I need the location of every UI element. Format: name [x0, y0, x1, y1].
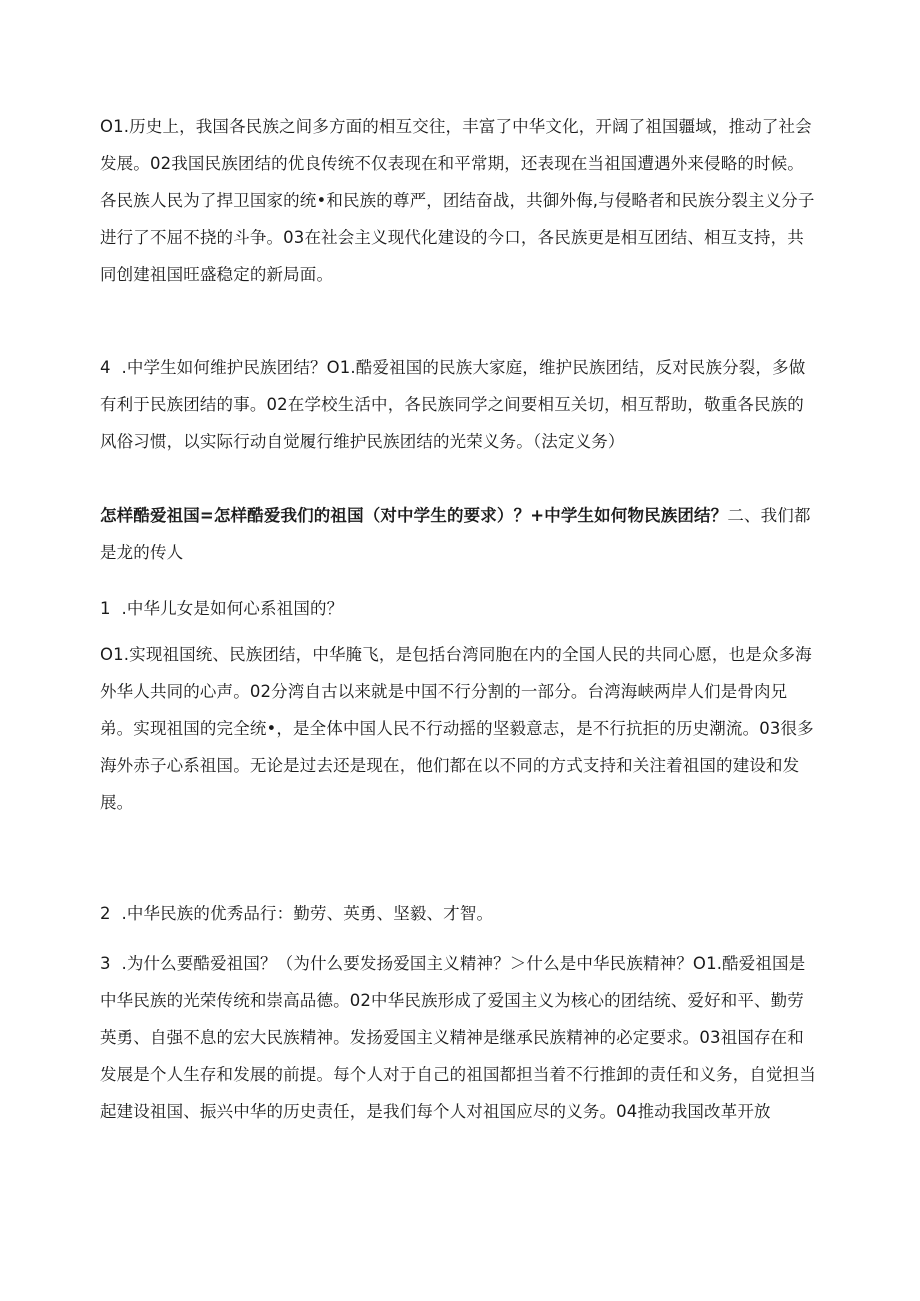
paragraph-history-unity	[100, 108, 820, 293]
paragraph-text: 2 .中华民族的优秀品行：勤劳、英勇、坚毅、才智。	[100, 904, 494, 923]
paragraph-text: 3 .为什么要酷爱祖国？（为什么要发扬爱国主义精神？＞什么是中华民族精神？O1.酷爱祖国是中华民族的光荣传统和崇高品德。02中华民族形成了爱国主义为核心的团结统、爱好和平、勤劳英勇、自强不息的宏大民族精神。发扬爱国主义精神是继承民族精神的必定要求。03祖国存在和发展是个人生存和发展的前提。每个人对于自己的祖国都担当着不行推卸的责任和义务，自觉担当起建设祖国、振兴中华的历史责任，是我们每个人对祖国应尽的义务。04推动我国改革开放	[100, 954, 816, 1121]
paragraph-why-love-motherland	[100, 945, 820, 1130]
paragraph-maintain-unity	[100, 349, 820, 460]
paragraph-text: 4 .中学生如何维护民族团结？O1.酷爱祖国的民族大家庭，维护民族团结，反对民族分裂，多做有利于民族团结的事。02在学校生活中，各民族同学之间要相互关切，相互帮助，敬重各民族的风俗习惯，以实际行动自觉履行维护民族团结的光荣义务。（法定义务）	[100, 358, 806, 451]
paragraph-text: O1.历史上，我国各民族之间多方面的相互交往，丰富了中华文化，开阔了祖国疆域，推动了社会发展。02我国民族团结的优良传统不仅表现在和平常期，还表现在当祖国遭遇外来侵略的时候。各民族人民为了捍卫国家的统•和民族的尊严，团结奋战，共御外侮,与侵略者和民族分裂主义分子进行了不屈不挠的斗争。03在社会主义现代化建设的今口，各民族更是相互团结、相互支持，共同创建祖国旺盛稳定的新局面。	[100, 117, 815, 284]
paragraph-text: O1.实现祖国统、民族团结，中华腌飞，是包括台湾同胞在内的全国人民的共同心愿，也是众多海外华人共同的心声。02分湾自古以来就是中国不行分割的一部分。台湾海峡两岸人们是骨肉兄弟。实现祖国的完全统•，是全体中国人民不行动摇的坚毅意志，是不行抗拒的历史潮流。03很多海外赤子心系祖国。无论是过去还是现在，他们都在以不同的方式支持和关注着祖国的建设和发展。	[100, 645, 814, 812]
paragraph-love-motherland-heading	[100, 497, 820, 571]
paragraph-text: 1 .中华儿女是如何心系祖国的？	[100, 599, 344, 618]
paragraph-virtues	[100, 895, 820, 932]
paragraph-question-1	[100, 590, 820, 627]
section-title-text: 二、我们都是龙的传人	[100, 506, 811, 562]
paragraph-reunification	[100, 636, 820, 821]
bold-heading-text: 怎样酷爱祖国=怎样酷爱我们的祖国（对中学生的要求）？+中学生如何物民族团结？	[100, 506, 728, 525]
